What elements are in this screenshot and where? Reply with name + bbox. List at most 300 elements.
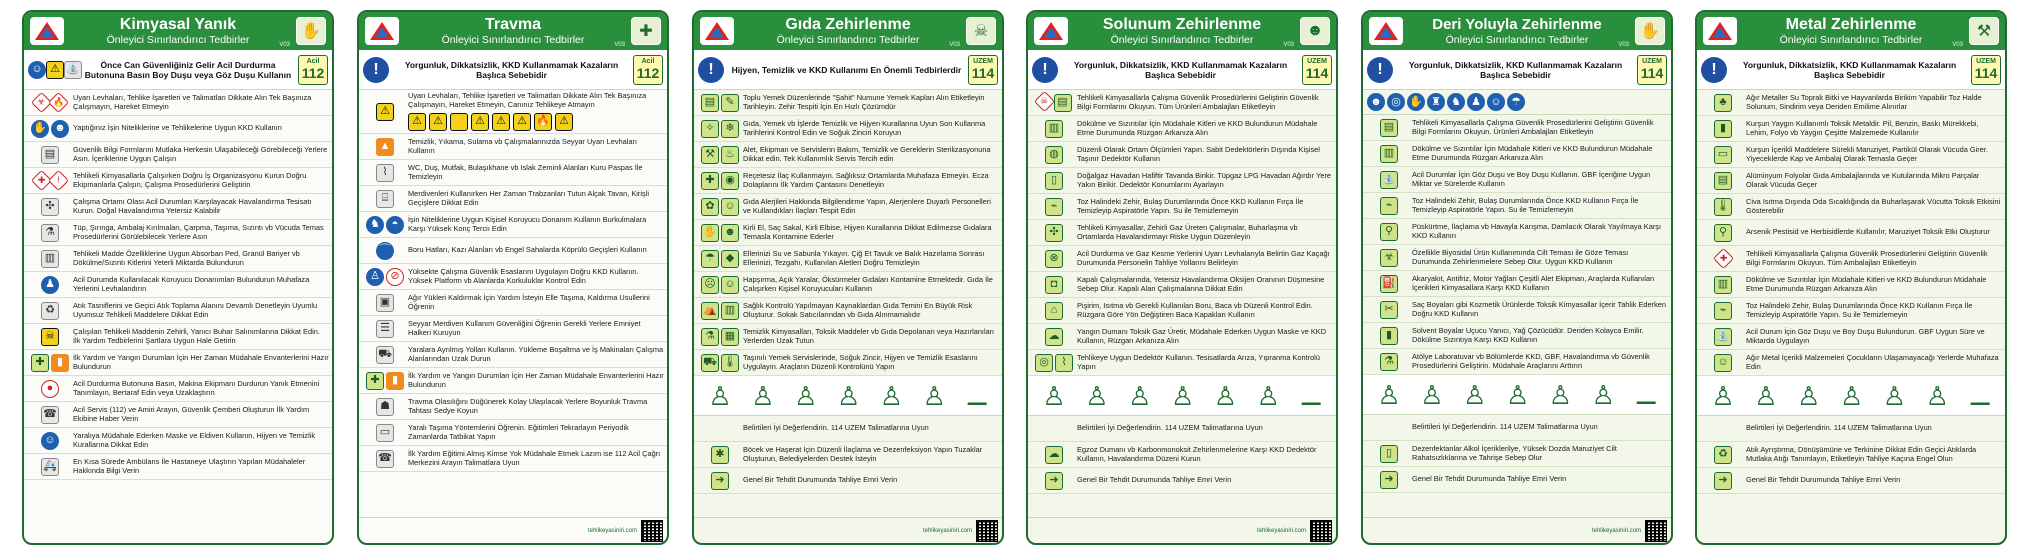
card-header <box>1363 12 1671 50</box>
emergency-stop-icon: ● <box>41 380 59 398</box>
list-item: ⛟ Yaralara Ayrılmış Yolları Kullanın. Yükleme Boşaltma ve İş Makinaları Çalışma Alanlarından Uzak Durun <box>359 342 667 368</box>
measures-list <box>1363 115 1671 493</box>
coughing-figure-icon: ♙ <box>1042 381 1066 411</box>
suit-icon: ♟ <box>1467 93 1485 111</box>
hair-icon: ☻ <box>721 224 739 242</box>
card-gida-zehirlenme <box>692 10 1004 545</box>
card-title: Travma <box>484 16 542 33</box>
list-item: ▭ Yaralı Taşıma Yöntemlerini Öğrenin. Eğitimleri Tekrarlayın Periyodik Zamanlarda Tatbikat Yapın <box>359 420 667 446</box>
list-item: ▤ ✎ Toplu Yemek Düzenlerinde "Şahit" Numune Yemek Kapları Alın Etiketleyin Tarihleyin. Zehir Tespiti İçin En Hızlı Çözümdür <box>694 90 1002 116</box>
list-item: ▥ Dökülme ve Sızıntılar İçin Müdahale Kitleri ve KKD Bulundurun Müdahale Etme Durumunda Rüzgarı Arkanıza Alın <box>1028 116 1336 142</box>
phone-icon: ☎ <box>376 450 394 468</box>
eyewash-icon: ⛲ <box>1714 328 1732 346</box>
insect-icon: ✱ <box>711 446 729 464</box>
list-item: ● Acil Durdurma Butonuna Basın, Makina Ekipmanı Durdurun Yanık Etmenini Tanımlayın, Bertaraf Edin veya Uzaklaştırın <box>24 376 332 402</box>
gas-mask-icon: ☻ <box>1300 17 1330 45</box>
foil-icon: ▤ <box>1714 172 1732 190</box>
list-item: Belirtileri İyi Değerlendirin. 114 UZEM Talimatlarına Uyun <box>1363 415 1671 441</box>
exclamation-icon: ! <box>698 57 724 83</box>
list-item: ✋ ☻ Yaptığınız İşin Niteliklerine ve Tehlikelerine Uygun KKD Kullanın <box>24 116 332 142</box>
list-item: ☎ Acil Servis (112) ve Amiri Arayın, Güvenlik Çemberi Oluşturun İlk Yardım Ekibine Haber Verin <box>24 402 332 428</box>
list-item: ☰ Seyyar Merdiven Kullanım Güvenliğini Öğrenin Gerekli Yerlere Emniyet Halkeri Kuruyun <box>359 316 667 342</box>
handwash-icon: ☂ <box>1507 93 1525 111</box>
card-header <box>24 12 332 50</box>
list-item: ▭ Kurşun İçerikli Maddelere Sürekli Maruziyet, Partikül Olarak Vücuda Girer. Yiyeceklerde Kap ve Ambalaj Olarak Temasla Geçer <box>1697 142 2005 168</box>
crush-warning-icon: ⚠ <box>492 113 510 131</box>
cold-chain-icon: ❄ <box>721 120 739 138</box>
card-subtitle: Önleyici Sınırlandırıcı Tedbirler <box>1779 34 1923 46</box>
spill-kit-icon: ▥ <box>1714 276 1732 294</box>
list-item: ♣ Ağır Metaller Su Toprak Bitki ve Hayvanlarda Birikim Yapabilir Toz Halde Solunum, Sindirim veya Deriden Emilime Alınırlar <box>1697 90 2005 116</box>
municipality-logo <box>1034 17 1068 45</box>
chemical-bottle-icon: ⚗ <box>701 328 719 346</box>
list-item: ⌁ Toz Halindeki Zehir, Bulaş Durumlarında Önce KKD Kullanın Fırça İle Temizleyip Aspiratörle Yapın. Su ile Temizlemeyin <box>1363 193 1671 219</box>
exhaust-icon: ☁ <box>1045 446 1063 464</box>
fire-extinguisher-icon: ▮ <box>386 372 404 390</box>
lying-figure-icon: ⚊ <box>1634 380 1658 410</box>
label-icon: ▤ <box>1054 94 1072 112</box>
hot-surface-icon: ⚠ <box>555 113 573 131</box>
face-shield-icon: ☺ <box>28 61 46 79</box>
list-item: ▯ Doğalgaz Havadan Hafiftir Tavanda Birikir. Tüpgaz LPG Havadan Ağırdır Yere Yakın Birikir. Dedektör Konumlarını Ayarlayın <box>1028 168 1336 194</box>
intro-text: Önce Can Güvenliğiniz Gelir Acil Durdurma Butonuna Basın Boy Duşu veya Göz Duşu Kullanın <box>84 59 292 80</box>
food-stall-icon: ▥ <box>721 302 739 320</box>
list-item: ▥ Dökülme ve Sızıntılar İçin Müdahale Kitleri ve KKD Bulundurun Müdahale Etme Durumunda Rüzgarı Arkanıza Alın <box>1697 272 2005 298</box>
warning-icon: ⚠ <box>376 103 394 121</box>
card-subtitle: Önleyici Sınırlandırıcı Tedbirler <box>1445 34 1589 46</box>
mask-icon: ☺ <box>721 276 739 294</box>
card-title: Kimyasal Yanık <box>119 16 237 33</box>
measures-list <box>1028 90 1336 494</box>
raw-meat-icon: ◆ <box>721 250 739 268</box>
electric-warning-icon: ⚡ <box>450 113 468 131</box>
card-title: Metal Zehirlenme <box>1785 16 1917 33</box>
list-item: ☹ ☺ Hapşırma, Açık Yaralar, Öksürmeler Gıdaları Kontamine Etmektedir. Gıda İle Çalışırken Kişisel Koruyucuları Kullanın <box>694 272 1002 298</box>
collapse-figure-icon: ♙ <box>922 381 946 411</box>
helmet-icon: ◓ <box>386 216 404 234</box>
no-climb-icon: ⊘ <box>386 268 404 286</box>
sterilize-icon: ♨ <box>721 146 739 164</box>
list-item: ⛲ Acil Durum İçin Göz Duşu ve Boy Duşu Bulundurun. GBF Uygun Süre ve Miktarda Uygulayın <box>1697 324 2005 350</box>
bottle-icon: ⚗ <box>41 224 59 242</box>
weak-figure-icon: ♙ <box>1213 381 1238 411</box>
boots-icon: ♞ <box>1447 93 1465 111</box>
list-item: ☺ Ağır Metal İçerikli Malzemeleri Çocukların Ulaşamayacağı Yerlerde Muhafaza Edin <box>1697 350 2005 376</box>
qr-code-icon[interactable] <box>641 520 663 542</box>
exclamation-icon: ! <box>363 57 389 83</box>
first-aid-icon: ✚ <box>31 354 49 372</box>
battery-icon: ▮ <box>1714 120 1732 138</box>
list-item: ✣ Tehlikeli Kimyasallar, Zehirli Gaz Üreten Çalışmalar, Buharlaşma vb Ortamlarda Havalandırmayı Riske Uygun Düzenleyin <box>1028 220 1336 246</box>
vomiting-figure-icon: ♙ <box>708 381 732 411</box>
person-icon: ☺ <box>721 198 739 216</box>
gloves-icon: ✋ <box>1407 93 1425 111</box>
card-header <box>694 12 1002 50</box>
dirty-hands-icon: ✋ <box>701 224 719 242</box>
version-label: V03 <box>279 42 290 48</box>
list-item: ➜ Genel Bir Tehdit Durumunda Tahliye Emri Verin <box>1028 468 1336 494</box>
version-label: V03 <box>1952 42 1963 48</box>
list-item: ✿ ☺ Gıda Alerjileri Hakkında Bilgilendirme Yapın, Alerjenlere Duyarlı Personelleri ve Kullandıkları İlaçları Tespit Edin <box>694 194 1002 220</box>
card-travma <box>357 10 669 545</box>
list-item: ⊗ Acil Durdurma ve Gaz Kesme Yerlerini Uyarı Levhalarıyla Belirtin Gaz Kaçağı Durumunda Personelin Tahliye Yollarını Belirleyin <box>1028 246 1336 272</box>
card-subtitle: Önleyici Sınırlandırıcı Tedbirler <box>776 34 920 46</box>
spill-kit-icon: ▥ <box>1380 145 1398 163</box>
weak-figure-icon: ♙ <box>1711 381 1735 411</box>
card-deri-yoluyla-zehirlenme <box>1361 10 1673 545</box>
sds-document-icon: ▤ <box>41 146 59 164</box>
list-item: ▤ Güvenlik Bilgi Formlarını Mutlaka Herkesin Ulaşabileceği Görebileceği Yerlere Asın. İçeriklerine Uygun Çalışın <box>24 142 332 168</box>
pedestrian-bridge-icon: ⌒ <box>376 242 394 260</box>
list-item: Belirtileri İyi Değerlendirin. 114 UZEM Talimatlarına Uyun <box>1028 416 1336 442</box>
kneeling-figure-icon: ♙ <box>1256 381 1280 411</box>
ghs-toxic-icon: ☠ <box>1033 90 1054 111</box>
list-item: ☂ ◆ Ellerinizi Su ve Sabunla Yıkayın. Çiğ Et Tavuk ve Balık Hazırlama Sonrası Ellerinizi, Tezgahı, Kullanılan Aletleri Doğru Temizleyin <box>694 246 1002 272</box>
footer-site: tehlikeyasiniri.com <box>1256 527 1306 534</box>
safety-boots-icon: ♞ <box>366 216 384 234</box>
medicine-icon: ✚ <box>701 172 719 190</box>
list-item: ⚠ Uyarı Levhaları, Tehlike İşaretleri ve Talimatları Dikkate Alın Tek Başınıza Çalışmayın, Hareket Etmeyin, Canınız Tehlikeye Atmayın ⚠ ⚠ ⚡ ⚠ ⚠ ⚠ 🔥 ⚠ <box>359 90 667 134</box>
municipality-logo <box>1703 17 1737 45</box>
ghs-health-icon: ✚ <box>1712 248 1733 269</box>
card-solunum-zehirlenme <box>1026 10 1338 545</box>
harness-icon: ♙ <box>366 268 384 286</box>
sneeze-icon: ☹ <box>701 276 719 294</box>
evacuation-icon: ➜ <box>1714 472 1732 490</box>
storage-icon: ▦ <box>721 328 739 346</box>
lying-figure-icon: ⚊ <box>965 381 989 411</box>
face-shield-icon: ☺ <box>1487 93 1505 111</box>
street-vendor-icon: ⛺ <box>701 302 719 320</box>
list-item: ➜ Genel Bir Tehdit Durumunda Tahliye Emri Verin <box>1697 468 2005 494</box>
lifting-icon: ▣ <box>376 294 394 312</box>
evacuation-icon: ➜ <box>711 472 729 490</box>
waste-bin-icon: ♻ <box>41 302 59 320</box>
list-item: ➜ Genel Bir Tehdit Durumunda Tahliye Emri Verin <box>1363 467 1671 493</box>
gloves-icon: ✋ <box>31 120 49 138</box>
card-subtitle: Önleyici Sınırlandırıcı Tedbirler <box>106 34 250 46</box>
list-item: ▮ Solvent Boyalar Uçucu Yanıcı, Yağ Çözücüdür. Deriden Kolayca Emilir. Dökülme Sızıntıya Karşı KKD Kullanın <box>1363 323 1671 349</box>
evacuation-icon: ➜ <box>1045 472 1063 490</box>
intro-panel <box>1697 50 2005 90</box>
footer-site: tehlikeyasiniri.com <box>1591 527 1641 534</box>
brush-icon: ⌁ <box>1714 302 1732 320</box>
intro-text: Yorgunluk, Dikkatsizlik, KKD Kullanmamak Kazaların Başlıca Sebebidir <box>1742 59 1957 80</box>
exclamation-icon: ! <box>1032 57 1058 83</box>
kneeling-figure-icon: ♙ <box>1925 381 1949 411</box>
card-header <box>1028 12 1336 50</box>
emergency-number: UZEM 114 <box>1302 55 1332 85</box>
list-item: ☣ Özellikle Biyosidal Ürün Kullanımında Cilt Teması ile Göze Teması Durumunda Zehirlenmelere Sebep Olur. Uygun KKD Kullanın <box>1363 245 1671 271</box>
list-item: ⌸ Merdivenleri Kullanırken Her Zaman Trabzanları Tutun Alçak Tavan, Kirişli Geçişlere Dikkat Edin <box>359 186 667 212</box>
toxic-vapor-icon: ☠ <box>41 328 59 346</box>
respirator-icon: ☻ <box>1367 93 1385 111</box>
list-item: ☺ Yaralıya Müdahale Ederken Maske ve Eldiven Kullanın, Hijyen ve Temizlik Kurallarına Dikkat Edin <box>24 428 332 454</box>
forklift-warning-icon: ⚠ <box>513 113 531 131</box>
list-item: ⛲ Acil Durumlar İçin Göz Duşu ve Boy Duşu Kullanın. GBF İçeriğine Uygun Miktar ve Sürelerde Kullanın <box>1363 167 1671 193</box>
corrosive-icon: ⚠ <box>46 61 64 79</box>
skin-hazard-icon: ✋ <box>1635 17 1665 45</box>
card-title: Solunum Zehirlenme <box>1102 16 1262 33</box>
recycle-icon: ♻ <box>1714 446 1732 464</box>
list-item: ✧ ❄ Gıda, Yemek vb İşlerde Temizlik ve Hijyen Kurallarına Uyun Son Kullanma Tarihlerini Kontrol Edin ve Soğuk Zinciri Koruyun <box>694 116 1002 142</box>
version-label: V03 <box>1618 42 1629 48</box>
brush-icon: ⌁ <box>1045 198 1063 216</box>
list-item: ⌁ Toz Halindeki Zehir, Bulaş Durumlarında Önce KKD Kullanın Fırça İle Temizleyip Aspiratörle Yapın. Su ile Temizlemeyin <box>1697 298 2005 324</box>
evacuation-icon: ➜ <box>1380 471 1398 489</box>
list-item: ▣ Ağır Yükleri Kaldırmak İçin Yardım İsteyin Elle Taşıma, Kaldırma Usullerini Öğrenin <box>359 290 667 316</box>
rash-figure-icon: ♙ <box>1420 380 1444 410</box>
measures-list <box>694 90 1002 494</box>
list-item: ⚒ ♨ Alet, Ekipman ve Servislerin Bakım, Temizlik ve Gereklerin Sterilizasyonuna Dikkat edin. Tek Kullanımlık Servis Tercih edin <box>694 142 1002 168</box>
headache-figure-icon: ♙ <box>1170 381 1195 411</box>
list-item: ☁ Egzoz Dumanı vb Karbonmonoksit Zehirlenmelerine Karşı KKD Dedektör Kullanın, Havalandırma Düzeni Kurun <box>1028 442 1336 468</box>
eyewash-icon: ⛲ <box>1380 171 1398 189</box>
list-item: ▤ Alüminyum Folyolar Gıda Ambalajlarında ve Kutularında Mikro Parçalar Olarak Vücuda Geçer <box>1697 168 2005 194</box>
list-item: ▲ Temizlik, Yıkama, Sulama vb Çalışmalarınızda Seyyar Uyarı Levhaları Kullanın <box>359 134 667 160</box>
symptom-figures <box>1363 375 1671 415</box>
stretcher-icon: ▭ <box>376 424 394 442</box>
laboratory-icon: ⚗ <box>1380 353 1398 371</box>
measures-list <box>1697 90 2005 494</box>
list-item: ✚ Tehlikeli Kimyasallarla Çalışma Güvenlik Prosedürlerini Geliştirin Güvenlik Bilgi Formlarını Okuyun. Tüm Ambalajları Etiketleyin <box>1697 246 2005 272</box>
pesticide-icon: ⚲ <box>1714 224 1732 242</box>
list-item: 🌡 Civa Isıtma Dışında Oda Sıcaklığında da Buharlaşarak Vücutta Toksik Etkisini Gösterebilir <box>1697 194 2005 220</box>
choking-figure-icon: ♙ <box>1085 381 1109 411</box>
utensils-icon: ⚒ <box>701 146 719 164</box>
list-item: ▥ Tehlikeli Madde Özelliklerine Uygun Absorban Ped, Granül Bariyer vb Dökülme/Sızıntı Kitlerini Yeterli Miktarda Bulundurun <box>24 246 332 272</box>
list-item: ♻ Atık Ayrıştırma, Dönüşümüne ve Terkinine Dikkat Edin Geçici Atıklarda Mutlaka Atığı Tanımlayın, Etiketleyin Tahliye Kaçına Engel Olun <box>1697 442 2005 468</box>
trip-warning-icon: ⚠ <box>471 113 489 131</box>
food-poison-icon: ☠ <box>966 17 996 45</box>
list-item: ⚲ Püskürtme, İlaçlama vb Havayla Karışma, Damlacık Olarak Yayılmaya Karşı KKD Kullanın <box>1363 219 1671 245</box>
card-title: Gıda Zehirlenme <box>785 16 911 33</box>
card-footer <box>1363 517 1671 543</box>
stomachache-figure-icon: ♙ <box>751 381 775 411</box>
emergency-number: Acil 112 <box>633 55 663 85</box>
list-item: ⚲ Arsenik Pestisid ve Herbisidlerde Kullanılır, Maruziyet Toksik Etki Oluşturur <box>1697 220 2005 246</box>
card-kimyasal-yanik <box>22 10 334 545</box>
lying-figure-icon: ⚊ <box>1299 381 1323 411</box>
phone-icon: ☎ <box>41 406 59 424</box>
list-item: ⛟ 🌡 Taşınılı Yemek Servislerinde, Soğuk Zincir, Hijyen ve Temizlik Esaslarını Uygulayın. Araçların Düzenli Kontrolünü Yapın <box>694 350 1002 376</box>
list-item: Belirtileri İyi Değerlendirin. 114 UZEM Talimatlarına Uyun <box>1697 416 2005 442</box>
list-item: ▮ Kurşun Yaygın Kullanımlı Toksik Metaldir. Pil, Benzin, Baskı Mürekkebi, Lehim, Folyo vb Yaygın Çeşitte Malzemede Kullanılır <box>1697 116 2005 142</box>
hygiene-icon: ✧ <box>701 120 719 138</box>
mop-icon: ⌇ <box>376 164 394 182</box>
mask-icon: ☻ <box>51 120 69 138</box>
ventilation-icon: ✣ <box>41 198 59 216</box>
measures-list <box>359 90 667 472</box>
confined-space-icon: ◘ <box>1045 276 1063 294</box>
list-item: ✚ ◉ Reçetesiz İlaç Kullanmayın. Sağlıksız Ortamlarda Muhafaza Etmeyin. Ecza Dolaplarını İlk Yardım Çantasını Denetleyin <box>694 168 1002 194</box>
emergency-number: UZEM 114 <box>1637 55 1667 85</box>
detector-icon: ◎ <box>1035 354 1053 372</box>
list-item: ⌒ Boru Hatları, Kazı Alanları vb Engel Sahalarda Köprülü Geçişleri Kullanın <box>359 238 667 264</box>
nausea-figure-icon: ♙ <box>1882 381 1907 411</box>
list-item: Belirtileri İyi Değerlendirin. 114 UZEM Talimatlarına Uyun <box>694 416 1002 442</box>
list-item: ✚ ▮ İlk Yardım ve Yangın Durumları İçin Her Zaman Müdahale Envanterlerini Hazır Bulundurun <box>359 368 667 394</box>
pain-figure-icon: ♙ <box>1754 381 1778 411</box>
spill-kit-icon: ▥ <box>1045 120 1063 138</box>
nausea-figure-icon: ♙ <box>1548 380 1573 410</box>
intro-text: Hijyen, Temizlik ve KKD Kullanımı En Önemli Tedbirlerdir <box>731 64 962 75</box>
municipality-logo <box>700 17 734 45</box>
headache-figure-icon: ♙ <box>1505 380 1530 410</box>
ppe-icons-strip <box>1363 90 1671 115</box>
thermometer-icon: 🌡 <box>1714 198 1732 216</box>
lying-figure-icon: ⚊ <box>1968 381 1992 411</box>
card-subtitle: Önleyici Sınırlandırıcı Tedbirler <box>1110 34 1254 46</box>
card-header <box>1697 12 2005 50</box>
list-item: ☠ ▤ Tehlikeli Kimyasallarla Çalışma Güvenlik Prosedürlerini Geliştirin Güvenlik Bilgi Formlarını Okuyun. Tüm Ürünleri Ambalajları Etiketleyin <box>1028 90 1336 116</box>
emergency-number: Acil 112 <box>298 55 328 85</box>
card-metal-zehirlenme <box>1695 10 2007 545</box>
intro-text: Yorgunluk, Dikkatsizlik, KKD Kullanmamak Kazaların Başlıca Sebebidir <box>1073 59 1288 80</box>
exclamation-icon: ! <box>1701 57 1727 83</box>
intro-panel <box>1363 50 1671 90</box>
list-item: ✂ Saç Boyaları gibi Kozmetik Ürünlerde Toksik Kimyasallar İçerir Tahlik Ederken Doğru KKD Kullanın <box>1363 297 1671 323</box>
child-safety-icon: ☺ <box>1714 354 1732 372</box>
forklift-icon: ⛟ <box>376 346 394 364</box>
injury-icon: ✚ <box>631 17 661 45</box>
card-footer <box>1028 517 1336 543</box>
intro-text: Yorgunluk, Dikkatsizlik, KKD Kullanmamak Kazaların Başlıca Sebebidir <box>1408 59 1623 80</box>
card-footer <box>359 517 667 543</box>
first-aid-icon: ✚ <box>366 372 384 390</box>
fever-figure-icon: ♙ <box>879 381 904 411</box>
intro-text: Yorgunluk, Dikkatsizlik, KKD Kullanmamak Kazaların Başlıca Sebebidir <box>404 59 619 80</box>
list-item: ☎ İlk Yardım Eğitimi Almış Kimse Yok Müdahale Etmek Lazım ise 112 Acil Çağrı Merkezini Arayın Talimatlara Uyun <box>359 446 667 472</box>
list-item: 🚑 En Kısa Sürede Ambülans İle Hastaneye Ulaştırın Yapılan Müdahaleler Hakkında Bilgi Verin <box>24 454 332 480</box>
ghs-exclaim-icon: ! <box>48 170 69 191</box>
list-item: ◍ Düzenli Olarak Ortam Ölçümleri Yapın. Sabit Dedektörlerin Dışında Kişisel Taşınır Dedektör Kullanın <box>1028 142 1336 168</box>
list-item: ⛽ Akaryakıt, Antifriz, Motor Yağları Çeşitli Alet Ekipman, Araçlarda Kullanılan İçerikleri Kimyasallara Karşı KKD Kullanın <box>1363 271 1671 297</box>
ghs-health-icon: ✚ <box>31 170 52 191</box>
sanitizer-icon: ▯ <box>1380 445 1398 463</box>
list-item: ➜ Genel Bir Tehdit Durumunda Tahliye Emri Verin <box>694 468 1002 494</box>
sds-document-icon: ▤ <box>1380 119 1398 137</box>
spill-kit-icon: ▥ <box>41 250 59 268</box>
municipality-logo <box>365 17 399 45</box>
medical-mask-icon: ☺ <box>41 432 59 450</box>
qr-code-icon[interactable] <box>976 520 998 542</box>
symptom-figures <box>1697 376 2005 416</box>
warning-signs-strip <box>408 113 664 131</box>
list-item: ☠ Çalışılan Tehlikeli Maddenin Zehirli, Yanıcı Buhar Salınımlarına Dikkat Edin. İlk Yardım Tedbirlerini Şartlara Uygun Hale Getirin <box>24 324 332 350</box>
list-item: ✚ ! Tehlikeli Kimyasallarla Çalışırken Doğru İş Organizasyonu Kurun Doğru Ekipmanlarla Çalışın, Çalışma Prosedürlerini Geliştirin <box>24 168 332 194</box>
hair-dye-icon: ✂ <box>1380 301 1398 319</box>
list-item: ✱ Böcek ve Haşerat İçin Düzenli İlaçlama ve Dezenfeksiyon Yapın Tuzaklar Oluşturun, Belediyelerden Destek İsteyin <box>694 442 1002 468</box>
list-item: ⛺ ▥ Sağlık Kontrolü Yapılmayan Kaynaklardan Gıda Temini En Büyük Risk Oluşturur. Sokak Satıcılarından vb Gıda Alınmamalıdır <box>694 298 1002 324</box>
chimney-icon: ⌂ <box>1045 302 1063 320</box>
food-sample-icon: ▤ <box>701 94 719 112</box>
card-footer <box>694 517 1002 543</box>
list-item: ✣ Çalışma Ortamı Olası Acil Durumları Karşılayacak Havalandırma Tesisatı Kurun. Doğal Havalandırma Yetersiz Kalabilir <box>24 194 332 220</box>
dizzy-figure-icon: ♙ <box>1128 381 1152 411</box>
dizzy-figure-icon: ♙ <box>794 381 818 411</box>
dizzy-figure-icon: ♙ <box>1463 380 1487 410</box>
metal-hazard-icon: ⚒ <box>1969 17 1999 45</box>
list-item: ▯ Dezenfektanlar Alkol İçeriklerilye, Yüksek Dozda Maruziyet Cilt Rahatsızlıklarına ve Tahrişe Sebep Olur <box>1363 441 1671 467</box>
symptom-figures <box>1028 376 1336 416</box>
handwash-icon: ☂ <box>701 250 719 268</box>
biocide-icon: ☣ <box>1380 249 1398 267</box>
list-item: ♞ ◓ İşin Niteliklerine Uygun Kişisel Koruyucu Donanım Kullanın Burkulmalara Karşı Yüksek Konç Terciı Edin <box>359 212 667 238</box>
exclamation-icon: ! <box>1367 57 1393 83</box>
list-item: ♙ ⊘ Yüksekte Çalışma Güvenlik Esaslarını Uygulayın Doğru KKD Kullanın. Yüksek Platform vb Alanlarda Korkuluklar Kontrol Edin <box>359 264 667 290</box>
sprayer-icon: ⚲ <box>1380 223 1398 241</box>
intro-panel <box>1028 50 1336 90</box>
fire-warning-icon: 🔥 <box>534 113 552 131</box>
gas-cylinder-icon: ▯ <box>1045 172 1063 190</box>
emergency-number: UZEM 114 <box>968 55 998 85</box>
list-item: ☗ Travma Olasılığını Düğünerek Kolay Ulaşılacak Yerlere Boyunluk Travma Tahtası Sedye Koyun <box>359 394 667 420</box>
ladder-icon: ☰ <box>376 320 394 338</box>
list-item: ♟ Acil Durumda Kullanılacak Koruyucu Donanımları Bulundurun Muhafaza Yerlerini Levhalandırın <box>24 272 332 298</box>
stairs-icon: ⌸ <box>376 190 394 208</box>
list-item: ⌁ Toz Halindeki Zehir, Bulaş Durumlarında Önce KKD Kullanın Fırça İle Temizleyip Aspiratörle Yapın. Su ile Temizlemeyin <box>1028 194 1336 220</box>
protective-suit-icon: ♟ <box>41 276 59 294</box>
version-label: V03 <box>614 42 625 48</box>
fall-warning-icon: ⚠ <box>429 113 447 131</box>
footer-site: tehlikeyasiniri.com <box>587 527 637 534</box>
gas-detector-icon: ◍ <box>1045 146 1063 164</box>
brush-icon: ⌁ <box>1380 197 1398 215</box>
qr-code-icon[interactable] <box>1310 520 1332 542</box>
list-item: ⌂ Pişirim, Isıtma vb Gerekli Kullanılan Boru, Baca vb Düzenli Kontrol Edin. Rüzgara Göre Yön Değiştiren Baca Kapakları Kullanın <box>1028 298 1336 324</box>
eyewash-icon: ⛲ <box>64 61 82 79</box>
version-label: V03 <box>949 42 960 48</box>
version-label: V03 <box>1283 42 1294 48</box>
list-item: ✚ ▮ İlk Yardım ve Yangın Durumları İçin Her Zaman Müdahale Envanterlerini Hazır Bulundurun <box>24 350 332 376</box>
allergen-icon: ✿ <box>701 198 719 216</box>
pipe-icon: ⌇ <box>1055 354 1073 372</box>
municipality-logo <box>1369 17 1403 45</box>
fuel-can-icon: ⛽ <box>1380 275 1398 293</box>
kneeling-figure-icon: ♙ <box>1591 380 1615 410</box>
list-item: ◎ ⌇ Tehlikeye Uygun Dedektör Kullanın. Tesisatlarda Arıza, Yıpranma Kontrolü Yapın <box>1028 350 1336 376</box>
fan-icon: ✣ <box>1045 224 1063 242</box>
wet-floor-cone-icon: ▲ <box>376 138 394 156</box>
pill-icon: ◉ <box>721 172 739 190</box>
apron-icon: ♜ <box>1427 93 1445 111</box>
symptom-figures <box>694 376 1002 416</box>
headache-figure-icon: ♙ <box>1839 381 1864 411</box>
goggles-icon: ◎ <box>1387 93 1405 111</box>
list-item: ▤ Tehlikeli Kimyasallarla Çalışma Güvenlik Prosedürlerini Geliştirin Güvenlik Bilgi Formlarını Okuyun. Ürünleri Ambalajları Etiketleyin <box>1363 115 1671 141</box>
list-item: ◘ Kapalı Çalışmalarında, Yetersiz Havalandırma Oksijen Oranının Düşmesine Sebep Olur. Kapalı Alan Çalışmalarına Dikkat Edin <box>1028 272 1336 298</box>
intro-panel <box>694 50 1002 90</box>
list-item: ♻ Atık Tasniflerini ve Geçici Atık Toplama Alanını Devamlı Denetleyin Uyumlu Uyumsuz Tehlikeli Maddelere Dikkat Edin <box>24 298 332 324</box>
food-container-icon: ▭ <box>1714 146 1732 164</box>
neck-collar-icon: ☗ <box>376 398 394 416</box>
delivery-truck-icon: ⛟ <box>701 354 719 372</box>
qr-code-icon[interactable] <box>1645 520 1667 542</box>
card-subtitle: Önleyici Sınırlandırıcı Tedbirler <box>441 34 585 46</box>
list-item: ☣ 🔥 Uyarı Levhaları, Tehlike İşaretleri ve Talimatları Dikkate Alın Tek Başınıza Çalışmayın, Hareket Etmeyin <box>24 90 332 116</box>
label-icon: ✎ <box>721 94 739 112</box>
emergency-number: UZEM 114 <box>1971 55 2001 85</box>
itching-figure-icon: ♙ <box>1377 380 1401 410</box>
card-title: Deri Yoluyla Zehirlenme <box>1432 16 1602 33</box>
ghs-corrosive-icon: ☣ <box>31 92 52 113</box>
municipality-logo <box>30 17 64 45</box>
intro-panel <box>359 50 667 90</box>
footer-site: tehlikeyasiniri.com <box>922 527 972 534</box>
ambulance-icon: 🚑 <box>41 458 59 476</box>
list-item: ▥ Dökülme ve Sızıntılar İçin Müdahale Kitleri ve KKD Bulundurun Müdahale Etme Durumunda Rüzgarı Arkanıza Alın <box>1363 141 1671 167</box>
